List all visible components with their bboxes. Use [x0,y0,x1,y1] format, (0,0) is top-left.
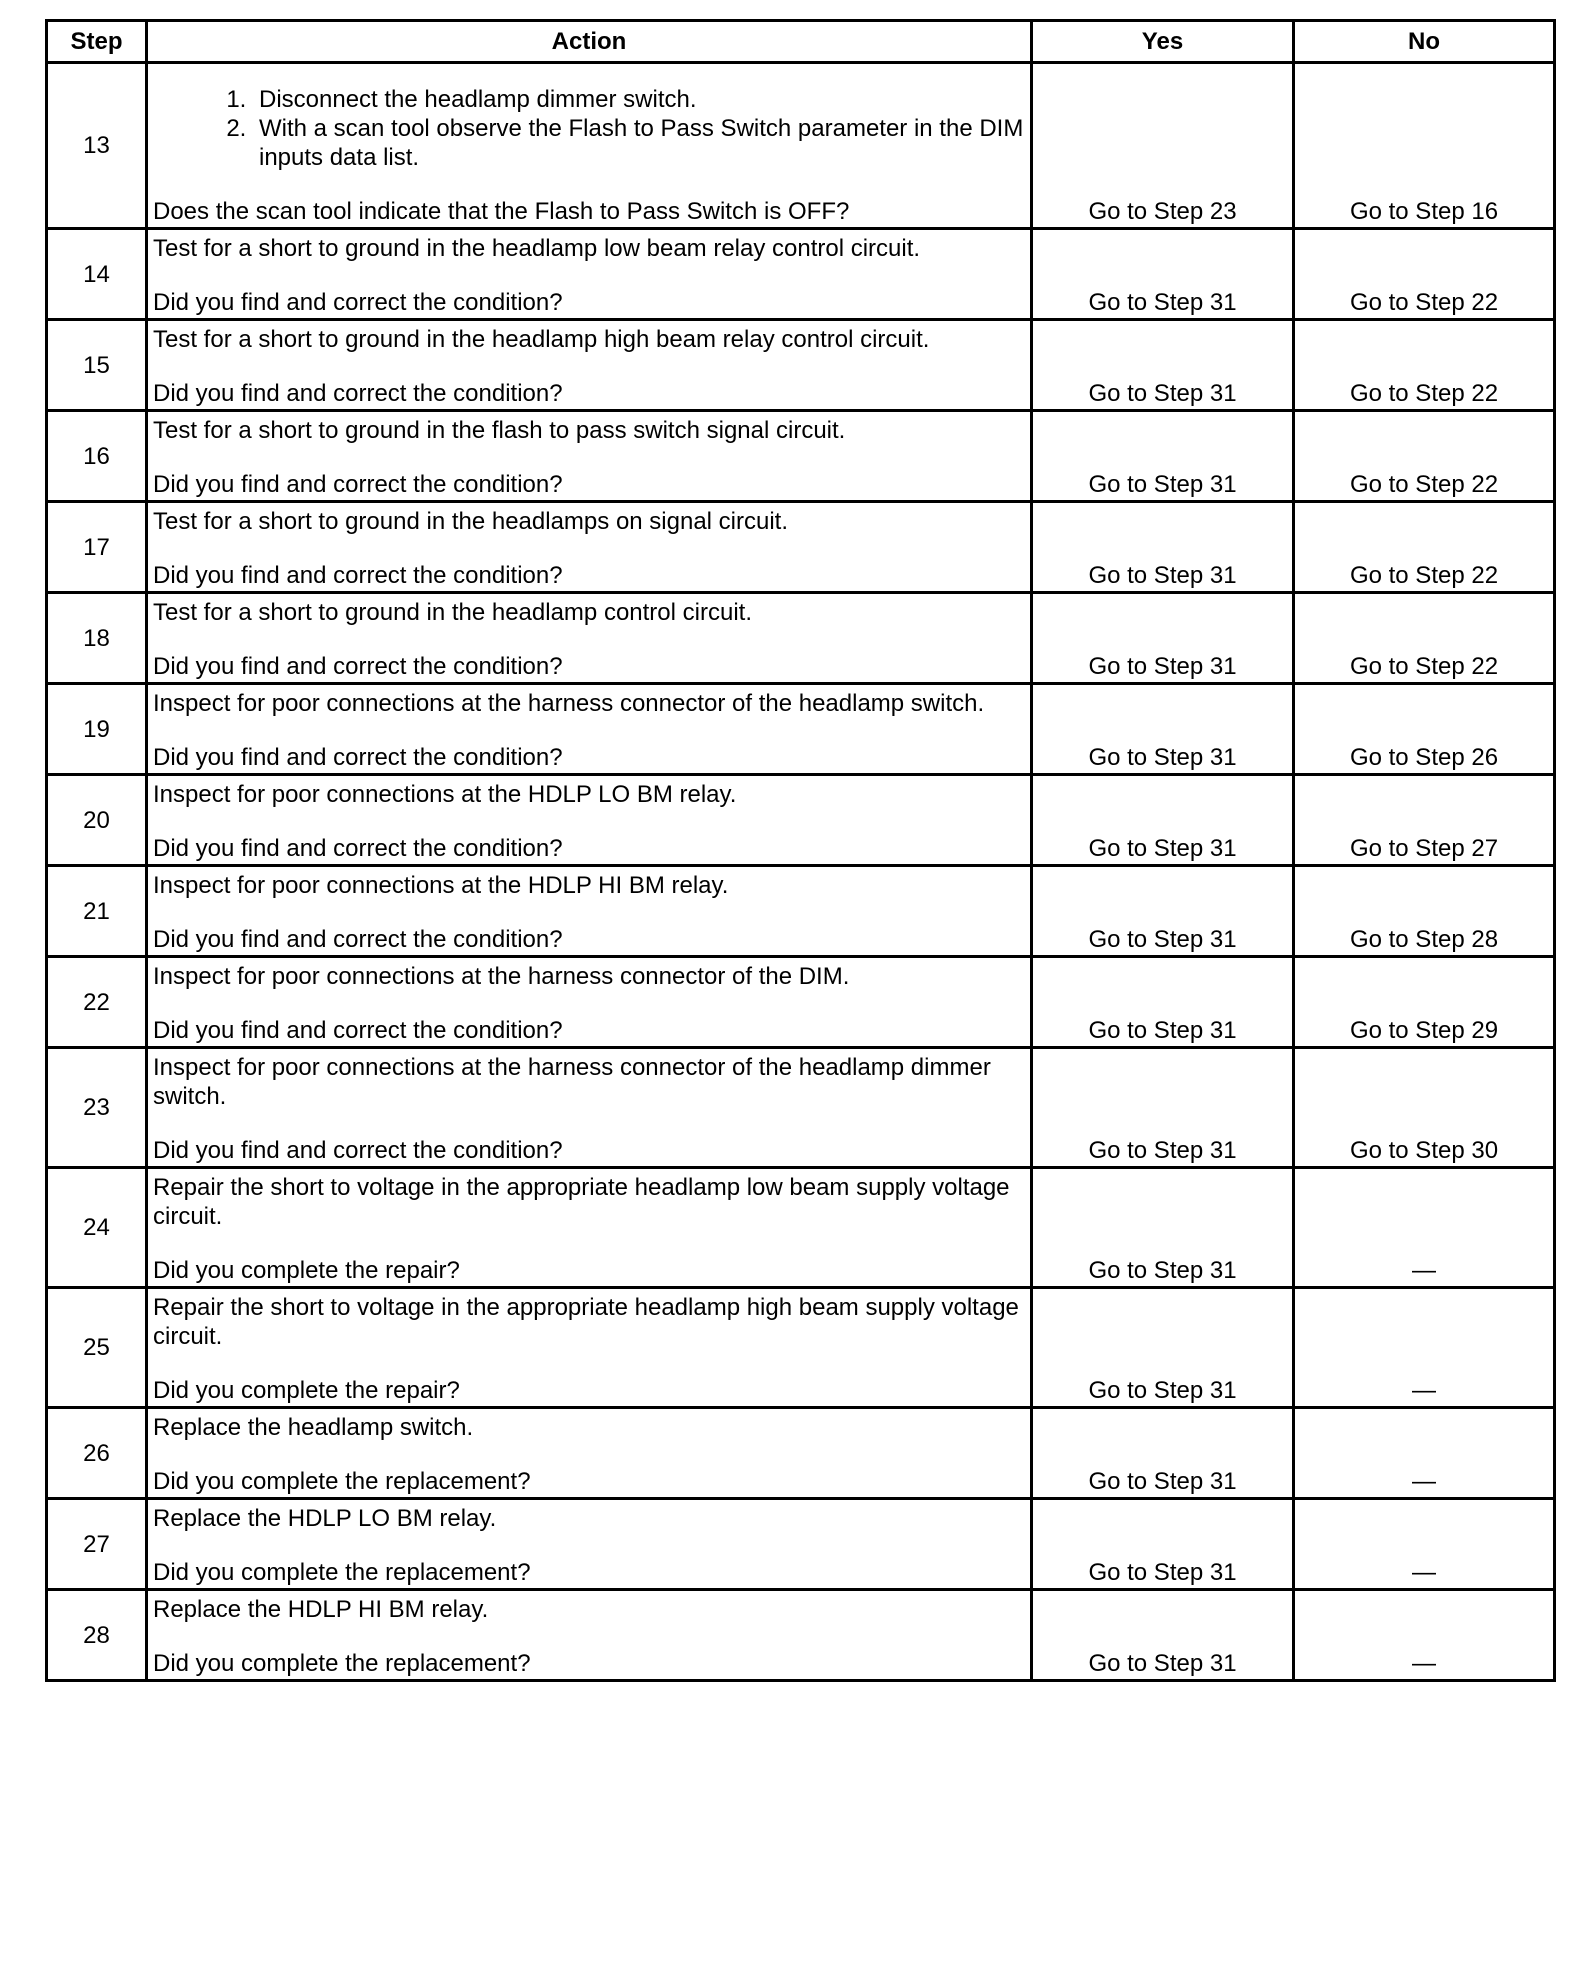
table-row [47,411,1555,502]
instruction-text: Replace the HDLP LO BM relay. [153,1505,497,1532]
instruction-text: Test for a short to ground in the flash to pass switch signal circuit. [153,417,846,444]
step-number: 28 [47,1590,147,1681]
no-result: — [1294,1288,1555,1408]
action-cell [147,320,1032,411]
yes-result: Go to Step 31 [1032,411,1294,502]
list-item: 2. With a scan tool observe the Flash to Pass Switch parameter in the DIM inputs data list. [253,114,1024,172]
action-cell [147,684,1032,775]
instruction-text: Inspect for poor connections at the HDLP LO BM relay. [153,781,737,808]
question-text: Does the scan tool indicate that the Flash to Pass Switch is OFF? [153,198,850,225]
instruction-text: Test for a short to ground in the headlamps on signal circuit. [153,508,789,535]
question-text: Did you complete the repair? [153,1257,460,1284]
yes-result: Go to Step 31 [1032,1408,1294,1499]
action-cell [147,1288,1032,1408]
instruction-text: Inspect for poor connections at the harness connector of the headlamp dimmer switch. [153,1054,991,1110]
instruction-text: Test for a short to ground in the headlamp high beam relay control circuit. [153,326,930,353]
yes-result: Go to Step 31 [1032,957,1294,1048]
step-number: 27 [47,1499,147,1590]
question-text: Did you find and correct the condition? [153,1017,563,1044]
question-text: Did you find and correct the condition? [153,380,563,407]
table-row [47,1288,1555,1408]
step-number: 20 [47,775,147,866]
header-row [47,21,1555,63]
no-result: Go to Step 27 [1294,775,1555,866]
table-row [47,866,1555,957]
step-number: 22 [47,957,147,1048]
no-result: Go to Step 16 [1294,63,1555,229]
step-number: 18 [47,593,147,684]
table-row [47,1499,1555,1590]
yes-result: Go to Step 31 [1032,775,1294,866]
question-text: Did you find and correct the condition? [153,562,563,589]
table-row [47,775,1555,866]
step-number: 26 [47,1408,147,1499]
yes-result: Go to Step 31 [1032,1288,1294,1408]
action-cell [147,957,1032,1048]
table-row [47,684,1555,775]
step-number: 17 [47,502,147,593]
table-row [47,1408,1555,1499]
action-cell [147,1408,1032,1499]
no-result: — [1294,1590,1555,1681]
no-result: Go to Step 22 [1294,229,1555,320]
no-result: Go to Step 22 [1294,411,1555,502]
instruction-text: Inspect for poor connections at the harness connector of the DIM. [153,963,850,990]
table-row [47,1168,1555,1288]
yes-result: Go to Step 31 [1032,866,1294,957]
action-cell [147,866,1032,957]
step-number: 19 [47,684,147,775]
table-row [47,593,1555,684]
instruction-text: Replace the HDLP HI BM relay. [153,1596,489,1623]
table-row [47,320,1555,411]
yes-result: Go to Step 31 [1032,593,1294,684]
instruction-text: Inspect for poor connections at the HDLP HI BM relay. [153,872,729,899]
action-cell [147,502,1032,593]
header-step: Step [47,21,147,63]
no-result: — [1294,1499,1555,1590]
step-number: 24 [47,1168,147,1288]
yes-result: Go to Step 31 [1032,229,1294,320]
action-cell [147,775,1032,866]
question-text: Did you complete the repair? [153,1377,460,1404]
question-text: Did you find and correct the condition? [153,926,563,953]
yes-result: Go to Step 31 [1032,502,1294,593]
action-cell [147,1048,1032,1168]
no-result: Go to Step 22 [1294,502,1555,593]
header-yes: Yes [1032,21,1294,63]
no-result: Go to Step 26 [1294,684,1555,775]
no-result: Go to Step 29 [1294,957,1555,1048]
yes-result: Go to Step 31 [1032,320,1294,411]
step-number: 25 [47,1288,147,1408]
step-number: 16 [47,411,147,502]
header-no: No [1294,21,1555,63]
step-number: 21 [47,866,147,957]
instruction-text: Test for a short to ground in the headlamp low beam relay control circuit. [153,235,921,262]
action-cell [147,593,1032,684]
question-text: Did you find and correct the condition? [153,744,563,771]
table-row [47,229,1555,320]
question-text: Did you find and correct the condition? [153,471,563,498]
no-result: Go to Step 28 [1294,866,1555,957]
instruction-text: Repair the short to voltage in the appropriate headlamp high beam supply voltage circuit. [153,1294,1019,1350]
list-item: 1. Disconnect the headlamp dimmer switch. [253,85,1024,114]
instruction-text: Replace the headlamp switch. [153,1414,474,1441]
table-row [47,502,1555,593]
yes-result: Go to Step 31 [1032,1048,1294,1168]
action-cell [147,1590,1032,1681]
step-number: 14 [47,229,147,320]
yes-result: Go to Step 23 [1032,63,1294,229]
diagnostic-table [45,19,1556,1682]
no-result: Go to Step 22 [1294,593,1555,684]
question-text: Did you find and correct the condition? [153,1137,563,1164]
question-text: Did you complete the replacement? [153,1650,531,1677]
action-cell [147,63,1032,229]
instruction-text: Inspect for poor connections at the harness connector of the headlamp switch. [153,690,985,717]
step-number: 23 [47,1048,147,1168]
action-cell [147,1168,1032,1288]
instruction-text: Repair the short to voltage in the appropriate headlamp low beam supply voltage circuit. [153,1174,1010,1230]
no-result: — [1294,1408,1555,1499]
no-result: Go to Step 22 [1294,320,1555,411]
question-text: Did you complete the replacement? [153,1559,531,1586]
table-row [47,957,1555,1048]
no-result: Go to Step 30 [1294,1048,1555,1168]
instruction-text: Test for a short to ground in the headlamp control circuit. [153,599,752,626]
question-text: Did you find and correct the condition? [153,289,563,316]
yes-result: Go to Step 31 [1032,1499,1294,1590]
step-number: 15 [47,320,147,411]
question-text: Did you complete the replacement? [153,1468,531,1495]
table-row [47,1590,1555,1681]
header-action: Action [147,21,1032,63]
question-text: Did you find and correct the condition? [153,653,563,680]
table-row [47,1048,1555,1168]
step-number: 13 [47,63,147,229]
action-cell [147,229,1032,320]
no-result: — [1294,1168,1555,1288]
yes-result: Go to Step 31 [1032,1590,1294,1681]
yes-result: Go to Step 31 [1032,1168,1294,1288]
action-cell [147,411,1032,502]
question-text: Did you find and correct the condition? [153,835,563,862]
action-cell [147,1499,1032,1590]
instruction-list [153,85,1024,172]
table-row [47,63,1555,229]
yes-result: Go to Step 31 [1032,684,1294,775]
